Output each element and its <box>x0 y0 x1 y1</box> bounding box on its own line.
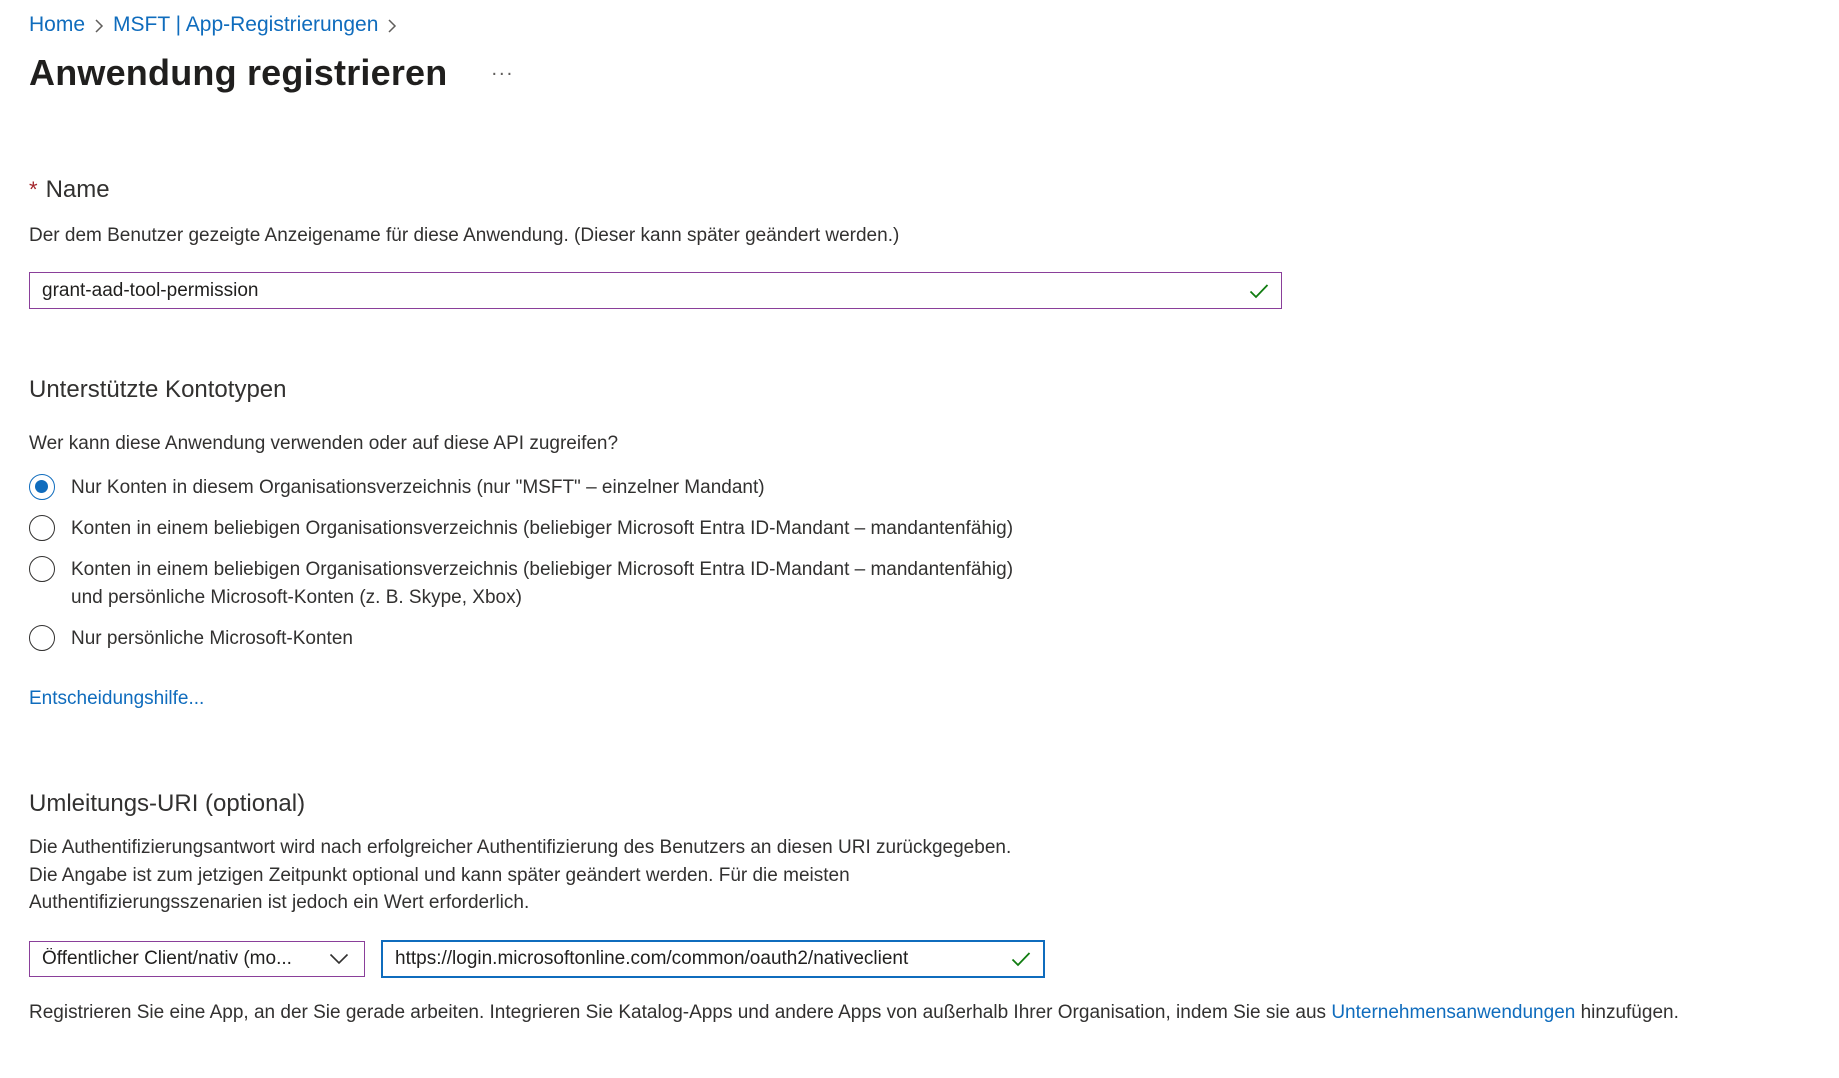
account-types-question: Wer kann diese Anwendung verwenden oder auf diese API zugreifen? <box>29 433 619 454</box>
page-title: Anwendung registrieren <box>29 52 448 93</box>
more-options-button[interactable]: ... <box>487 58 518 81</box>
radio-multi-tenant-personal[interactable] <box>29 556 1013 612</box>
redirect-uri-input-container <box>381 940 1045 978</box>
redirect-uri-input[interactable] <box>383 942 1009 976</box>
platform-select-value: Öffentlicher Client/nativ (mo... <box>42 948 292 969</box>
breadcrumb-home-link[interactable]: Home <box>29 13 86 36</box>
name-description: Der dem Benutzer gezeigte Anzeigename für diese Anwendung. (Dieser kann später geändert werden.) <box>29 225 900 246</box>
radio-multi-tenant[interactable] <box>29 515 1013 543</box>
checkmark-icon <box>1009 947 1033 971</box>
breadcrumb-app-registrations-link[interactable]: MSFT | App-Registrierungen <box>113 13 379 36</box>
radio-label: Nur Konten in diesem Organisationsverzeichnis (nur "MSFT" – einzelner Mandant) <box>71 477 765 498</box>
title-row <box>29 52 518 94</box>
chevron-down-icon <box>326 946 352 972</box>
name-input[interactable] <box>30 273 1247 308</box>
redirect-uri-title: Umleitungs-URI (optional) <box>29 790 306 817</box>
radio-button[interactable] <box>29 474 55 500</box>
checkmark-icon <box>1247 279 1271 303</box>
platform-select[interactable] <box>29 941 365 977</box>
radio-button[interactable] <box>29 556 55 582</box>
required-marker: * <box>29 177 38 202</box>
radio-button[interactable] <box>29 625 55 651</box>
decision-help-link[interactable]: Entscheidungshilfe... <box>29 688 205 709</box>
redirect-description-line1: Die Authentifizierungsantwort wird nach erfolgreicher Authentifizierung des Benutzers an diesen URI zurückgegeben. <box>29 837 1012 858</box>
name-section-title <box>29 176 110 204</box>
radio-label <box>71 556 1013 612</box>
radio-label: Nur persönliche Microsoft-Konten <box>71 628 353 649</box>
radio-label: Konten in einem beliebigen Organisationsverzeichnis (beliebiger Microsoft Entra ID-Mandant – mandantenfähig) <box>71 518 1014 539</box>
name-input-container <box>29 272 1282 309</box>
footer-text-before: Registrieren Sie eine App, an der Sie gerade arbeiten. Integrieren Sie Katalog-Apps und andere Apps von außerhalb Ihrer Organisation, indem Sie sie aus <box>29 1002 1332 1023</box>
footer-text-after: hinzufügen. <box>1575 1002 1679 1023</box>
radio-label-line1: Konten in einem beliebigen Organisationsverzeichnis (beliebiger Microsoft Entra ID-Mandant – mandantenfähig) <box>71 559 1014 580</box>
radio-label-line2: und persönliche Microsoft-Konten (z. B. Skype, Xbox) <box>71 587 522 608</box>
breadcrumb <box>29 11 406 39</box>
footer-note <box>29 1002 1679 1024</box>
radio-personal-only[interactable] <box>29 625 353 653</box>
name-label: Name <box>45 176 110 203</box>
radio-button[interactable] <box>29 515 55 541</box>
enterprise-apps-link[interactable]: Unternehmensanwendungen <box>1331 1002 1576 1023</box>
chevron-right-icon <box>378 15 406 35</box>
radio-single-tenant[interactable] <box>29 474 765 502</box>
chevron-right-icon <box>85 15 113 35</box>
redirect-description-line2: Die Angabe ist zum jetzigen Zeitpunkt optional und kann später geändert werden. Für die meisten <box>29 865 850 886</box>
redirect-description-line3: Authentifizierungsszenarien ist jedoch ein Wert erforderlich. <box>29 892 530 913</box>
account-types-title: Unterstützte Kontotypen <box>29 376 287 403</box>
